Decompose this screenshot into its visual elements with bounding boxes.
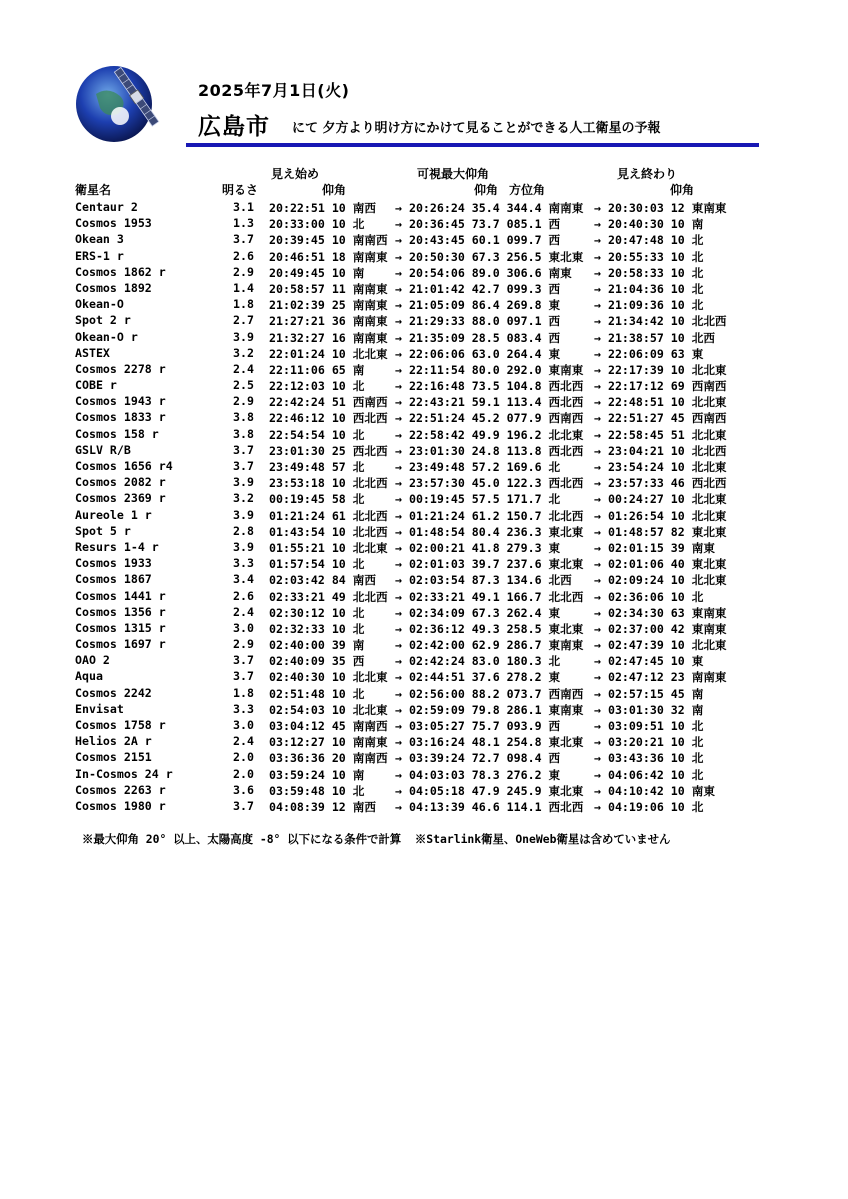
satellite-name: Envisat bbox=[75, 701, 124, 716]
magnitude: 3.3 bbox=[233, 701, 254, 716]
satellite-name: Helios 2A r bbox=[75, 734, 152, 749]
end-time-elevation-direction: → 03:09:51 10 北 bbox=[594, 719, 704, 733]
start-time-elevation-direction: 22:12:03 10 北 bbox=[269, 379, 365, 394]
max-time-elevation-azimuth-direction: → 23:49:48 57.2 169.6 北 bbox=[395, 460, 561, 474]
satellite-name: Aureole 1 r bbox=[75, 507, 152, 522]
max-time-elevation-azimuth-direction: → 23:01:30 24.8 113.8 西北西 bbox=[395, 443, 584, 458]
column-header-start-elevation: 仰角 bbox=[322, 183, 347, 197]
max-time-elevation-azimuth-direction: → 20:26:24 35.4 344.4 南南東 bbox=[395, 201, 584, 215]
end-time-elevation-direction: → 22:17:12 69 西南西 bbox=[594, 379, 727, 394]
start-time-elevation-direction: 20:22:51 10 南西 bbox=[269, 201, 376, 215]
start-time-elevation-direction: 01:55:21 10 北北東 bbox=[269, 540, 388, 555]
end-time-elevation-direction: → 02:57:15 45 南 bbox=[594, 686, 704, 701]
end-time-elevation-direction: → 22:17:39 10 北北東 bbox=[594, 362, 727, 377]
end-time-elevation-direction: → 03:01:30 32 南 bbox=[594, 702, 704, 717]
end-time-elevation-direction: → 04:06:42 10 北 bbox=[594, 767, 704, 782]
satellite-name: ERS-1 r bbox=[75, 248, 124, 263]
start-time-elevation-direction: 02:40:09 35 西 bbox=[269, 654, 365, 669]
start-time-elevation-direction: 20:46:51 18 南南東 bbox=[269, 249, 388, 264]
start-time-elevation-direction: 02:33:21 49 北北西 bbox=[269, 589, 388, 604]
start-time-elevation-direction: 22:46:12 10 西北西 bbox=[269, 411, 388, 426]
end-time-elevation-direction: → 02:47:39 10 北北東 bbox=[594, 638, 727, 653]
end-time-elevation-direction: → 04:10:42 10 南東 bbox=[594, 783, 715, 798]
satellite-name: ASTEX bbox=[75, 345, 110, 360]
magnitude: 2.4 bbox=[233, 361, 254, 376]
satellite-name: Cosmos 1833 r bbox=[75, 410, 166, 425]
max-time-elevation-azimuth-direction: → 02:01:03 39.7 237.6 東北東 bbox=[395, 557, 584, 572]
satellite-name: Cosmos 1892 bbox=[75, 280, 152, 295]
magnitude: 2.7 bbox=[233, 313, 254, 328]
magnitude: 2.5 bbox=[233, 378, 254, 393]
report-subtitle: にて 夕方より明け方にかけて見ることができる人工衛星の予報 bbox=[292, 121, 661, 136]
start-time-elevation-direction: 01:43:54 10 北北西 bbox=[269, 524, 388, 539]
start-time-elevation-direction: 23:49:48 57 北 bbox=[269, 460, 365, 474]
max-time-elevation-azimuth-direction: → 04:03:03 78.3 276.2 東 bbox=[395, 767, 561, 782]
end-time-elevation-direction: → 21:09:36 10 北 bbox=[594, 298, 704, 313]
magnitude: 3.9 bbox=[233, 475, 254, 490]
start-time-elevation-direction: 01:21:24 61 北北西 bbox=[269, 508, 388, 523]
max-time-elevation-azimuth-direction: → 23:57:30 45.0 122.3 西北西 bbox=[395, 476, 584, 491]
magnitude: 3.9 bbox=[233, 507, 254, 522]
magnitude: 3.7 bbox=[233, 459, 254, 473]
satellite-name: Cosmos 1943 r bbox=[75, 394, 166, 409]
satellite-name: Cosmos 1356 r bbox=[75, 604, 166, 619]
max-time-elevation-azimuth-direction: → 20:50:30 67.3 256.5 東北東 bbox=[395, 249, 584, 264]
end-time-elevation-direction: → 02:36:06 10 北 bbox=[594, 589, 704, 604]
end-time-elevation-direction: → 22:58:45 51 北北東 bbox=[594, 427, 727, 442]
max-time-elevation-azimuth-direction: → 22:43:21 59.1 113.4 西北西 bbox=[395, 395, 584, 410]
header-rule bbox=[186, 143, 759, 147]
end-time-elevation-direction: → 03:43:36 10 北 bbox=[594, 751, 704, 766]
max-time-elevation-azimuth-direction: → 02:03:54 87.3 134.6 北西 bbox=[395, 573, 572, 588]
max-time-elevation-azimuth-direction: → 22:58:42 49.9 196.2 北北東 bbox=[395, 427, 584, 442]
max-time-elevation-azimuth-direction: → 02:42:24 83.0 180.3 北 bbox=[395, 654, 561, 669]
max-time-elevation-azimuth-direction: → 04:13:39 46.6 114.1 西北西 bbox=[395, 799, 584, 814]
max-time-elevation-azimuth-direction: → 01:48:54 80.4 236.3 東北東 bbox=[395, 524, 584, 539]
end-time-elevation-direction: → 22:06:09 63 東 bbox=[594, 346, 704, 361]
start-time-elevation-direction: 00:19:45 58 北 bbox=[269, 492, 365, 507]
max-time-elevation-azimuth-direction: → 00:19:45 57.5 171.7 北 bbox=[395, 492, 561, 507]
satellite-name: Cosmos 2278 r bbox=[75, 361, 166, 376]
magnitude: 3.3 bbox=[233, 556, 254, 571]
column-header-name: 衛星名 bbox=[75, 183, 112, 197]
max-time-elevation-azimuth-direction: → 22:11:54 80.0 292.0 東南東 bbox=[395, 362, 584, 377]
max-time-elevation-azimuth-direction: → 22:06:06 63.0 264.4 東 bbox=[395, 346, 561, 361]
end-time-elevation-direction: → 02:01:06 40 東北東 bbox=[594, 557, 727, 572]
column-header-azimuth: 方位角 bbox=[509, 183, 546, 197]
start-time-elevation-direction: 03:59:48 10 北 bbox=[269, 783, 365, 798]
start-time-elevation-direction: 04:08:39 12 南西 bbox=[269, 799, 376, 814]
start-time-elevation-direction: 22:01:24 10 北北東 bbox=[269, 346, 388, 361]
magnitude: 3.7 bbox=[233, 798, 254, 813]
satellite-name: Cosmos 158 r bbox=[75, 426, 159, 441]
start-time-elevation-direction: 03:36:36 20 南南西 bbox=[269, 751, 388, 766]
satellite-name: Resurs 1-4 r bbox=[75, 539, 159, 554]
end-time-elevation-direction: → 02:34:30 63 東南東 bbox=[594, 605, 727, 620]
column-header-end-elevation: 仰角 bbox=[670, 183, 695, 197]
max-time-elevation-azimuth-direction: → 20:36:45 73.7 085.1 西 bbox=[395, 217, 561, 232]
end-time-elevation-direction: → 02:09:24 10 北北東 bbox=[594, 573, 727, 588]
start-time-elevation-direction: 22:54:54 10 北 bbox=[269, 427, 365, 442]
end-time-elevation-direction: → 20:30:03 12 東南東 bbox=[594, 201, 727, 215]
magnitude: 3.1 bbox=[233, 200, 254, 214]
start-time-elevation-direction: 02:51:48 10 北 bbox=[269, 686, 365, 701]
satellite-name: Cosmos 1697 r bbox=[75, 637, 166, 652]
satellite-name: Okean 3 bbox=[75, 232, 124, 247]
start-time-elevation-direction: 22:11:06 65 南 bbox=[269, 362, 365, 377]
satellite-name: Okean-O r bbox=[75, 329, 138, 344]
satellite-name: Spot 2 r bbox=[75, 313, 131, 328]
max-time-elevation-azimuth-direction: → 04:05:18 47.9 245.9 東北東 bbox=[395, 783, 584, 798]
start-time-elevation-direction: 02:03:42 84 南西 bbox=[269, 573, 376, 588]
magnitude: 1.3 bbox=[233, 216, 254, 231]
end-time-elevation-direction: → 01:48:57 82 東北東 bbox=[594, 524, 727, 539]
max-time-elevation-azimuth-direction: → 02:59:09 79.8 286.1 東南東 bbox=[395, 702, 584, 717]
end-time-elevation-direction: → 22:51:27 45 西南西 bbox=[594, 411, 727, 426]
magnitude: 3.2 bbox=[233, 345, 254, 360]
max-time-elevation-azimuth-direction: → 20:43:45 60.1 099.7 西 bbox=[395, 233, 561, 248]
start-time-elevation-direction: 22:42:24 51 西南西 bbox=[269, 395, 388, 410]
satellite-name: In-Cosmos 24 r bbox=[75, 766, 173, 781]
start-time-elevation-direction: 23:01:30 25 西北西 bbox=[269, 443, 388, 458]
end-time-elevation-direction: → 00:24:27 10 北北東 bbox=[594, 492, 727, 507]
max-time-elevation-azimuth-direction: → 22:16:48 73.5 104.8 西北西 bbox=[395, 379, 584, 394]
end-time-elevation-direction: → 20:47:48 10 北 bbox=[594, 233, 704, 248]
end-time-elevation-direction: → 02:47:45 10 東 bbox=[594, 654, 704, 669]
end-time-elevation-direction: → 03:20:21 10 北 bbox=[594, 735, 704, 750]
group-header-end: 見え終わり bbox=[617, 167, 678, 181]
start-time-elevation-direction: 02:40:30 10 北北東 bbox=[269, 670, 388, 685]
satellite-name: GSLV R/B bbox=[75, 442, 131, 457]
max-time-elevation-azimuth-direction: → 02:44:51 37.6 278.2 東 bbox=[395, 670, 561, 685]
satellite-name: Okean-O bbox=[75, 297, 124, 312]
end-time-elevation-direction: → 20:40:30 10 南 bbox=[594, 217, 704, 232]
start-time-elevation-direction: 03:12:27 10 南南東 bbox=[269, 735, 388, 750]
end-time-elevation-direction: → 23:04:21 10 北北西 bbox=[594, 443, 727, 458]
start-time-elevation-direction: 03:59:24 10 南 bbox=[269, 767, 365, 782]
start-time-elevation-direction: 03:04:12 45 南南西 bbox=[269, 719, 388, 733]
satellite-name: Cosmos 2263 r bbox=[75, 782, 166, 797]
magnitude: 3.8 bbox=[233, 426, 254, 441]
satellite-name: Cosmos 1933 bbox=[75, 556, 152, 571]
magnitude: 2.4 bbox=[233, 734, 254, 749]
group-header-max: 可視最大仰角 bbox=[417, 167, 490, 181]
magnitude: 1.8 bbox=[233, 297, 254, 312]
start-time-elevation-direction: 02:40:00 39 南 bbox=[269, 638, 365, 653]
report-date: 2025年7月1日(火) bbox=[198, 81, 350, 100]
magnitude: 1.8 bbox=[233, 685, 254, 700]
end-time-elevation-direction: → 20:58:33 10 北 bbox=[594, 265, 704, 280]
start-time-elevation-direction: 23:53:18 10 北北西 bbox=[269, 476, 388, 491]
start-time-elevation-direction: 20:39:45 10 南南西 bbox=[269, 233, 388, 248]
satellite-name: Cosmos 1315 r bbox=[75, 620, 166, 635]
magnitude: 3.0 bbox=[233, 620, 254, 635]
end-time-elevation-direction: → 02:47:12 23 南南東 bbox=[594, 670, 727, 685]
end-time-elevation-direction: → 20:55:33 10 北 bbox=[594, 249, 704, 264]
start-time-elevation-direction: 20:33:00 10 北 bbox=[269, 217, 365, 232]
satellite-name: COBE r bbox=[75, 378, 117, 393]
magnitude: 3.7 bbox=[233, 232, 254, 247]
end-time-elevation-direction: → 21:38:57 10 北西 bbox=[594, 330, 715, 345]
magnitude: 3.2 bbox=[233, 491, 254, 506]
end-time-elevation-direction: → 21:34:42 10 北北西 bbox=[594, 314, 727, 329]
max-time-elevation-azimuth-direction: → 03:39:24 72.7 098.4 西 bbox=[395, 751, 561, 766]
max-time-elevation-azimuth-direction: → 02:56:00 88.2 073.7 西南西 bbox=[395, 686, 584, 701]
end-time-elevation-direction: → 23:57:33 46 西北西 bbox=[594, 476, 727, 491]
magnitude: 3.6 bbox=[233, 782, 254, 797]
end-time-elevation-direction: → 02:37:00 42 東南東 bbox=[594, 621, 727, 636]
start-time-elevation-direction: 20:49:45 10 南 bbox=[269, 265, 365, 280]
magnitude: 2.9 bbox=[233, 264, 254, 279]
magnitude: 2.8 bbox=[233, 523, 254, 538]
start-time-elevation-direction: 02:32:33 10 北 bbox=[269, 621, 365, 636]
end-time-elevation-direction: → 01:26:54 10 北北東 bbox=[594, 508, 727, 523]
satellite-name: Cosmos 1867 bbox=[75, 572, 152, 587]
magnitude: 3.9 bbox=[233, 539, 254, 554]
satellite-name: Cosmos 1656 r4 bbox=[75, 459, 173, 473]
max-time-elevation-azimuth-direction: → 02:34:09 67.3 262.4 東 bbox=[395, 605, 561, 620]
satellite-name: Cosmos 2369 r bbox=[75, 491, 166, 506]
satellite-name: Aqua bbox=[75, 669, 103, 684]
magnitude: 2.0 bbox=[233, 750, 254, 765]
max-time-elevation-azimuth-direction: → 02:42:00 62.9 286.7 東南東 bbox=[395, 638, 584, 653]
start-time-elevation-direction: 20:58:57 11 南南東 bbox=[269, 281, 388, 296]
max-time-elevation-azimuth-direction: → 01:21:24 61.2 150.7 北北西 bbox=[395, 508, 584, 523]
satellite-name: Cosmos 2151 bbox=[75, 750, 152, 765]
start-time-elevation-direction: 02:30:12 10 北 bbox=[269, 605, 365, 620]
magnitude: 2.6 bbox=[233, 588, 254, 603]
magnitude: 2.9 bbox=[233, 637, 254, 652]
satellite-name: Centaur 2 bbox=[75, 200, 138, 214]
magnitude: 2.0 bbox=[233, 766, 254, 781]
satellite-name: Cosmos 1441 r bbox=[75, 588, 166, 603]
max-time-elevation-azimuth-direction: → 21:01:42 42.7 099.3 西 bbox=[395, 281, 561, 296]
end-time-elevation-direction: → 23:54:24 10 北北東 bbox=[594, 460, 727, 474]
satellite-name: Cosmos 2082 r bbox=[75, 475, 166, 490]
satellite-name: Cosmos 2242 bbox=[75, 685, 152, 700]
start-time-elevation-direction: 21:32:27 16 南南東 bbox=[269, 330, 388, 345]
magnitude: 2.9 bbox=[233, 394, 254, 409]
magnitude: 3.7 bbox=[233, 669, 254, 684]
max-time-elevation-azimuth-direction: → 22:51:24 45.2 077.9 西南西 bbox=[395, 411, 584, 426]
magnitude: 1.4 bbox=[233, 280, 254, 295]
column-header-max-elevation: 仰角 bbox=[474, 183, 499, 197]
end-time-elevation-direction: → 04:19:06 10 北 bbox=[594, 799, 704, 814]
magnitude: 3.4 bbox=[233, 572, 254, 587]
max-time-elevation-azimuth-direction: → 21:05:09 86.4 269.8 東 bbox=[395, 298, 561, 313]
start-time-elevation-direction: 21:27:21 36 南南東 bbox=[269, 314, 388, 329]
start-time-elevation-direction: 01:57:54 10 北 bbox=[269, 557, 365, 572]
max-time-elevation-azimuth-direction: → 21:29:33 88.0 097.1 西 bbox=[395, 314, 561, 329]
end-time-elevation-direction: → 02:01:15 39 南東 bbox=[594, 540, 715, 555]
satellite-name: Cosmos 1758 r bbox=[75, 718, 166, 732]
satellite-earth-logo-icon bbox=[74, 56, 184, 152]
satellite-name: Cosmos 1862 r bbox=[75, 264, 166, 279]
column-header-magnitude: 明るさ bbox=[222, 183, 259, 197]
satellite-name: OAO 2 bbox=[75, 653, 110, 668]
max-time-elevation-azimuth-direction: → 21:35:09 28.5 083.4 西 bbox=[395, 330, 561, 345]
start-time-elevation-direction: 02:54:03 10 北北東 bbox=[269, 702, 388, 717]
magnitude: 3.8 bbox=[233, 410, 254, 425]
max-time-elevation-azimuth-direction: → 03:05:27 75.7 093.9 西 bbox=[395, 719, 561, 733]
magnitude: 2.4 bbox=[233, 604, 254, 619]
max-time-elevation-azimuth-direction: → 03:16:24 48.1 254.8 東北東 bbox=[395, 735, 584, 750]
end-time-elevation-direction: → 22:48:51 10 北北東 bbox=[594, 395, 727, 410]
group-header-start: 見え始め bbox=[271, 167, 320, 181]
satellite-name: Spot 5 r bbox=[75, 523, 131, 538]
start-time-elevation-direction: 21:02:39 25 南南東 bbox=[269, 298, 388, 313]
magnitude: 3.9 bbox=[233, 329, 254, 344]
max-time-elevation-azimuth-direction: → 20:54:06 89.0 306.6 南東 bbox=[395, 265, 572, 280]
city-name: 広島市 bbox=[198, 114, 270, 140]
footnote: ※最大仰角 20° 以上、太陽高度 -8° 以下になる条件で計算 ※Starlink衛星、OneWeb衛星は含めていません bbox=[82, 832, 671, 846]
max-time-elevation-azimuth-direction: → 02:33:21 49.1 166.7 北北西 bbox=[395, 589, 584, 604]
satellite-name: Cosmos 1980 r bbox=[75, 798, 166, 813]
magnitude: 3.0 bbox=[233, 718, 254, 732]
max-time-elevation-azimuth-direction: → 02:36:12 49.3 258.5 東北東 bbox=[395, 621, 584, 636]
max-time-elevation-azimuth-direction: → 02:00:21 41.8 279.3 東 bbox=[395, 540, 561, 555]
magnitude: 3.7 bbox=[233, 442, 254, 457]
satellite-name: Cosmos 1953 bbox=[75, 216, 152, 231]
magnitude: 2.6 bbox=[233, 248, 254, 263]
magnitude: 3.7 bbox=[233, 653, 254, 668]
end-time-elevation-direction: → 21:04:36 10 北 bbox=[594, 281, 704, 296]
